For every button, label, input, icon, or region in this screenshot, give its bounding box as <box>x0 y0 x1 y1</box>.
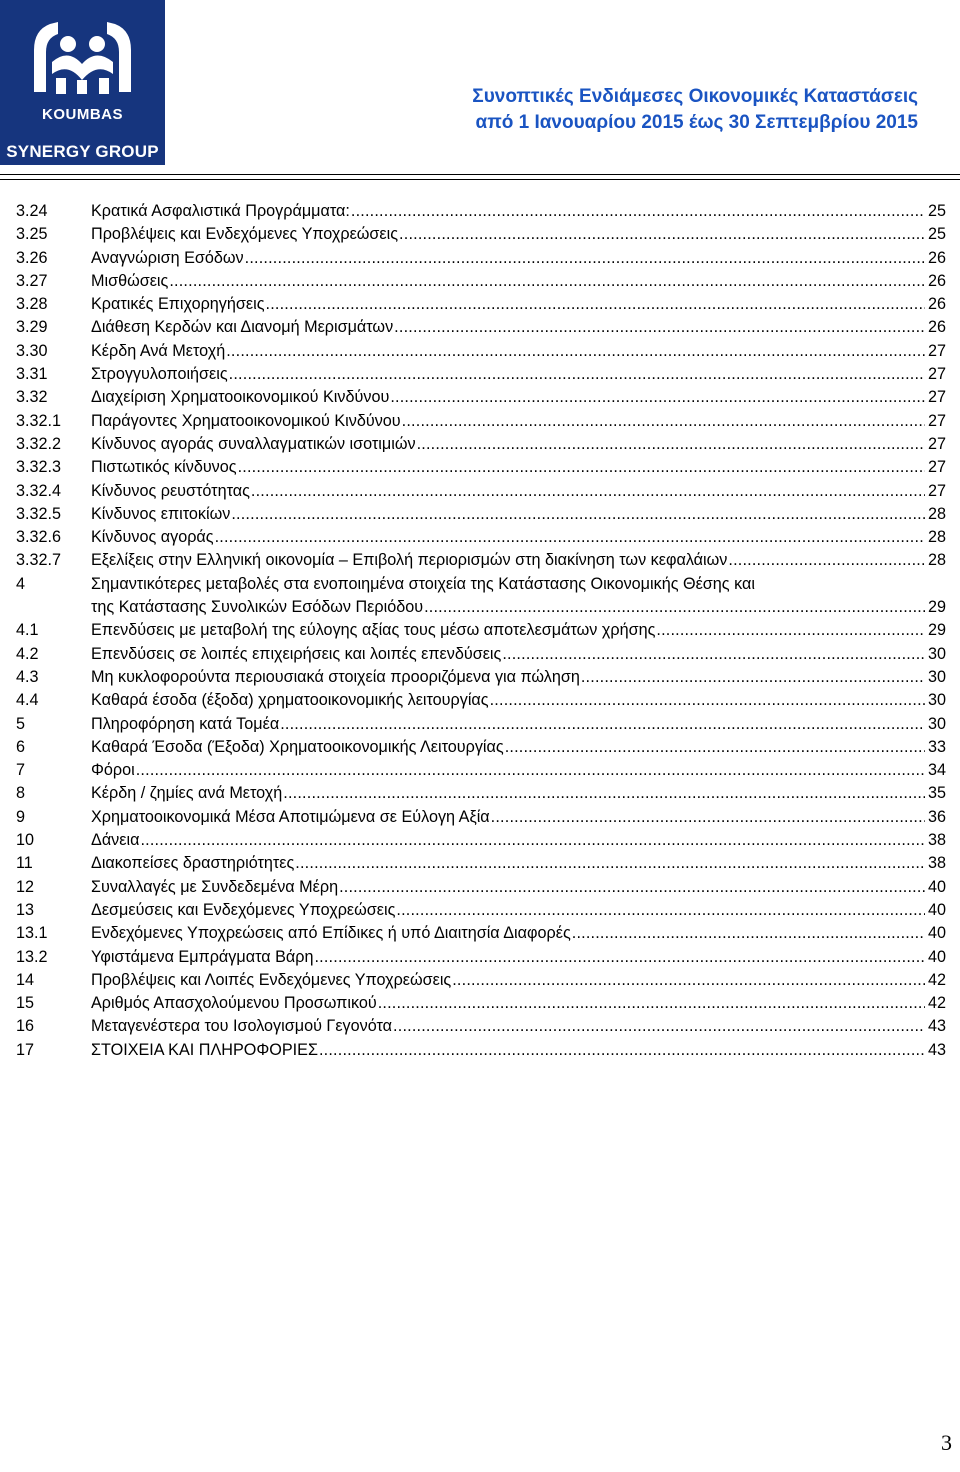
toc-dot-leader <box>229 363 925 386</box>
toc-entry-title: Δάνεια <box>91 831 140 850</box>
toc-dot-leader <box>169 270 925 293</box>
toc-dot-leader <box>245 247 925 270</box>
toc-entry-page: 40 <box>927 877 946 896</box>
toc-entry-title: Χρηματοοικονομικά Μέσα Αποτιμώμενα σε Εύλογη Αξία <box>91 807 490 826</box>
toc-entry-title: Κίνδυνος αγοράς <box>91 528 214 547</box>
toc-entry-title: Μη κυκλοφορούντα περιουσιακά στοιχεία προοριζόμενα για πώληση <box>91 667 580 686</box>
toc-entry-title: ΣΤΟΙΧΕΙΑ ΚΑΙ ΠΛΗΡΟΦΟΡΙΕΣ <box>91 1040 318 1059</box>
toc-entry-page: 40 <box>927 947 946 966</box>
toc-entry-page: 36 <box>927 807 946 826</box>
toc-entry-number: 13 <box>16 900 35 919</box>
toc-entry-number: 12 <box>16 877 35 896</box>
toc-entry[interactable] <box>16 316 946 339</box>
toc-entry-title: Κίνδυνος αγοράς συναλλαγματικών ισοτιμιών <box>91 434 416 453</box>
toc-dot-leader <box>280 713 925 736</box>
toc-entry[interactable] <box>16 806 946 829</box>
toc-entry-title: Δεσμεύσεις και Ενδεχόμενες Υποχρεώσεις <box>91 900 396 919</box>
toc-entry[interactable] <box>16 433 946 456</box>
toc-entry-title: Προβλέψεις και Ενδεχόμενες Υποχρεώσεις <box>91 225 399 244</box>
toc-dot-leader <box>295 852 925 875</box>
toc-dot-leader <box>351 200 925 223</box>
toc-entry-title: Κίνδυνος ρευστότητας <box>91 481 250 500</box>
toc-entry-number: 3.32 <box>16 388 48 407</box>
toc-entry-number: 3.32.1 <box>16 411 62 430</box>
toc-dot-leader <box>140 829 925 852</box>
toc-entry-page: 33 <box>927 737 946 756</box>
toc-entry-number: 3.26 <box>16 248 48 267</box>
toc-entry-number: 4.1 <box>16 621 39 640</box>
toc-entry-number: 9 <box>16 807 26 826</box>
toc-entry-page: 29 <box>927 621 946 640</box>
logo-name-text: KOUMBAS <box>42 106 123 123</box>
toc-entry[interactable] <box>16 270 946 293</box>
toc-entry-title: Πιστωτικός κίνδυνος <box>91 458 237 477</box>
toc-entry-number: 8 <box>16 784 26 803</box>
toc-entry-title: Κέρδη Ανά Μετοχή <box>91 341 226 360</box>
toc-entry-page: 40 <box>927 924 946 943</box>
logo-group-text: SYNERGY GROUP <box>6 142 159 161</box>
toc-entry-page: 34 <box>927 761 946 780</box>
toc-entry[interactable] <box>16 293 946 316</box>
toc-entry-number: 4.3 <box>16 667 39 686</box>
toc-entry-page: 27 <box>927 388 946 407</box>
toc-entry-number: 17 <box>16 1040 35 1059</box>
toc-entry[interactable] <box>16 876 946 899</box>
toc-entry[interactable] <box>16 480 946 503</box>
toc-dot-leader <box>656 619 925 642</box>
toc-dot-leader <box>238 456 925 479</box>
toc-entry-page: 30 <box>927 714 946 733</box>
toc-entry-number: 3.32.7 <box>16 551 62 570</box>
toc-entry[interactable] <box>16 456 946 479</box>
toc-dot-leader <box>505 736 925 759</box>
toc-entry[interactable] <box>16 782 946 805</box>
toc-entry-page: 35 <box>927 784 946 803</box>
toc-entry-number: 4 <box>16 574 26 593</box>
toc-entry-title: Κέρδη / ζημίες ανά Μετοχή <box>91 784 283 803</box>
toc-entry-page: 26 <box>927 271 946 290</box>
toc-dot-leader <box>502 643 925 666</box>
toc-entry-page: 38 <box>927 831 946 850</box>
logo-emblem-icon <box>0 0 165 165</box>
toc-entry-number: 3.32.4 <box>16 481 62 500</box>
toc-entry-title: Κρατικά Ασφαλιστικά Προγράμματα: <box>91 202 350 220</box>
toc-dot-leader <box>728 549 925 572</box>
header-divider-bottom <box>0 179 960 180</box>
toc-entry-number: 3.30 <box>16 341 48 360</box>
toc-entry-page: 28 <box>927 528 946 547</box>
toc-entry-number: 7 <box>16 761 26 780</box>
toc-entry-page: 25 <box>927 202 946 220</box>
toc-dot-leader <box>319 1039 925 1062</box>
report-title-line2: από 1 Ιανουαρίου 2015 έως 30 Σεπτεμβρίου 2015 <box>475 112 918 133</box>
toc-dot-leader <box>490 689 925 712</box>
toc-entry[interactable] <box>16 363 946 386</box>
toc-entry[interactable] <box>16 899 946 922</box>
toc-entry-number: 3.32.2 <box>16 434 62 453</box>
toc-entry-title: Διακοπείσες δραστηριότητες <box>91 854 295 873</box>
toc-entry-title: Πληροφόρηση κατά Τομέα <box>91 714 280 733</box>
toc-entry-number: 15 <box>16 994 35 1013</box>
toc-entry-number: 3.29 <box>16 318 48 337</box>
toc-entry-page: 40 <box>927 900 946 919</box>
toc-entry-title: Κρατικές Επιχορηγήσεις <box>91 295 265 314</box>
toc-entry-title: Υφιστάμενα Εμπράγματα Βάρη <box>91 947 314 966</box>
toc-entry[interactable] <box>16 992 946 1015</box>
toc-entry[interactable] <box>16 736 946 759</box>
toc-dot-leader <box>378 992 925 1015</box>
toc-entry-title: Παράγοντες Χρηματοοικονομικού Κινδύνου <box>91 411 401 430</box>
toc-entry-page: 26 <box>927 295 946 314</box>
toc-entry[interactable] <box>16 666 946 689</box>
report-title <box>472 84 918 136</box>
page-number: 3 <box>941 1430 952 1455</box>
toc-entry[interactable] <box>16 503 946 526</box>
toc-entry-page: 30 <box>927 667 946 686</box>
toc-dot-leader <box>251 480 925 503</box>
toc-entry-page: 28 <box>927 504 946 523</box>
toc-entry-number: 5 <box>16 714 26 733</box>
toc-entry-number: 3.32.5 <box>16 504 62 523</box>
toc-dot-leader <box>417 433 925 456</box>
table-of-contents <box>16 200 946 1062</box>
toc-entry-title: Καθαρά έσοδα (έξοδα) χρηματοοικονομικής λειτουργίας <box>91 691 489 710</box>
toc-entry[interactable] <box>16 829 946 852</box>
report-title-line1: Συνοπτικές Ενδιάμεσες Οικονομικές Καταστάσεις <box>472 86 918 107</box>
toc-dot-leader <box>283 782 925 805</box>
toc-dot-leader <box>402 410 925 433</box>
toc-entry-number: 3.32.3 <box>16 458 62 477</box>
toc-entry-number: 3.27 <box>16 271 48 290</box>
toc-entry[interactable] <box>16 946 946 969</box>
toc-entry-number: 4.4 <box>16 691 39 710</box>
toc-entry-page: 38 <box>927 854 946 873</box>
toc-entry[interactable] <box>16 247 946 270</box>
toc-dot-leader <box>314 946 925 969</box>
toc-entry-page: 28 <box>927 551 946 570</box>
toc-entry-page: 27 <box>927 481 946 500</box>
toc-entry-page: 27 <box>927 341 946 360</box>
toc-entry-title: Διαχείριση Χρηματοοικονομικού Κινδύνου <box>91 388 390 407</box>
toc-entry-title: Φόροι <box>91 761 135 780</box>
toc-entry-number: 3.28 <box>16 295 48 314</box>
toc-entry-title: Καθαρά Έσοδα (Έξοδα) Χρηματοοικονομικής Λειτουργίας <box>91 737 504 756</box>
toc-entry-number: 13.2 <box>16 947 48 966</box>
toc-dot-leader <box>393 1015 925 1038</box>
toc-entry-title: Στρογγυλοποιήσεις <box>91 365 228 384</box>
toc-entry[interactable] <box>16 619 946 642</box>
toc-entry[interactable] <box>16 969 946 992</box>
toc-entry-title: Επενδύσεις με μεταβολή της εύλογης αξίας τους μέσω αποτελεσμάτων χρήσης <box>91 621 656 640</box>
toc-entry-page: 30 <box>927 644 946 663</box>
toc-entry-number: 14 <box>16 970 35 989</box>
toc-entry-page: 42 <box>927 994 946 1013</box>
toc-entry-title: Διάθεση Κερδών και Διανομή Μερισμάτων <box>91 318 394 337</box>
toc-entry-number: 13.1 <box>16 924 48 943</box>
toc-entry-number: 3.24 <box>16 202 48 220</box>
company-logo <box>0 0 165 165</box>
toc-entry-number: 11 <box>16 854 33 873</box>
toc-entry-page: 27 <box>927 365 946 384</box>
toc-entry-number: 3.31 <box>16 365 48 384</box>
toc-entry[interactable] <box>16 759 946 782</box>
toc-dot-leader <box>215 526 925 549</box>
toc-entry-title-continued: της Κατάστασης Συνολικών Εσόδων Περιόδου <box>91 598 424 617</box>
toc-entry-title: Κίνδυνος επιτοκίων <box>91 504 231 523</box>
toc-dot-leader <box>424 596 925 619</box>
toc-entry-page: 26 <box>927 248 946 267</box>
toc-entry-title: Εξελίξεις στην Ελληνική οικονομία – Επιβολή περιορισμών στη διακίνηση των κεφαλάιων <box>91 551 728 570</box>
toc-entry-page: 30 <box>927 691 946 710</box>
toc-entry[interactable] <box>16 643 946 666</box>
toc-entry-title: Μεταγενέστερα του Ισολογισμού Γεγονότα <box>91 1017 393 1036</box>
toc-dot-leader <box>390 386 925 409</box>
toc-entry[interactable] <box>16 573 946 620</box>
toc-entry-number: 16 <box>16 1017 35 1036</box>
toc-entry-title: Αναγνώριση Εσόδων <box>91 248 244 267</box>
toc-entry-page: 42 <box>927 970 946 989</box>
toc-entry[interactable] <box>16 410 946 433</box>
toc-dot-leader <box>452 969 925 992</box>
toc-entry-page: 29 <box>927 598 946 617</box>
toc-entry-title: Προβλέψεις και Λοιπές Ενδεχόμενες Υποχρεώσεις <box>91 970 452 989</box>
toc-entry-title: Συναλλαγές με Συνδεδεμένα Μέρη <box>91 877 339 896</box>
toc-dot-leader <box>339 876 925 899</box>
toc-entry-number: 3.25 <box>16 225 48 244</box>
toc-entry[interactable] <box>16 1015 946 1038</box>
toc-dot-leader <box>394 316 925 339</box>
toc-entry-page: 25 <box>927 225 946 244</box>
toc-entry-title: Επενδύσεις σε λοιπές επιχειρήσεις και λοιπές επενδύσεις <box>91 644 502 663</box>
toc-dot-leader <box>491 806 925 829</box>
toc-entry[interactable] <box>16 1039 946 1062</box>
toc-dot-leader <box>226 340 925 363</box>
toc-entry[interactable] <box>16 713 946 736</box>
toc-dot-leader <box>572 922 925 945</box>
toc-entry-number: 4.2 <box>16 644 39 663</box>
toc-entry[interactable] <box>16 526 946 549</box>
toc-dot-leader <box>266 293 925 316</box>
header-divider-top <box>0 174 960 175</box>
toc-entry-page: 43 <box>927 1040 946 1059</box>
toc-entry-title: Μισθώσεις <box>91 271 169 290</box>
toc-entry-page: 27 <box>927 411 946 430</box>
toc-entry-page: 27 <box>927 458 946 477</box>
toc-entry[interactable] <box>16 689 946 712</box>
toc-entry[interactable] <box>16 200 946 223</box>
toc-dot-leader <box>581 666 925 689</box>
toc-entry-title: Σημαντικότερες μεταβολές στα ενοποιημένα στοιχεία της Κατάστασης Οικονομικής Θέσης και <box>91 574 755 593</box>
toc-entry-number: 6 <box>16 737 26 756</box>
toc-entry-title: Ενδεχόμενες Υποχρεώσεις από Επίδικες ή υπό Διαιτησία Διαφορές <box>91 924 571 943</box>
toc-dot-leader <box>399 223 925 246</box>
toc-entry[interactable] <box>16 386 946 409</box>
toc-entry[interactable] <box>16 852 946 875</box>
toc-entry-page: 27 <box>927 434 946 453</box>
toc-entry[interactable] <box>16 922 946 945</box>
toc-dot-leader <box>396 899 925 922</box>
toc-entry-title: Αριθμός Απασχολούμενου Προσωπικού <box>91 994 377 1013</box>
toc-entry[interactable] <box>16 549 946 572</box>
toc-entry[interactable] <box>16 340 946 363</box>
toc-entry-number: 3.32.6 <box>16 528 62 547</box>
toc-entry-page: 26 <box>927 318 946 337</box>
toc-entry-number: 10 <box>16 831 35 850</box>
toc-dot-leader <box>136 759 925 782</box>
toc-entry[interactable] <box>16 223 946 246</box>
toc-entry-page: 43 <box>927 1017 946 1036</box>
toc-dot-leader <box>231 503 925 526</box>
